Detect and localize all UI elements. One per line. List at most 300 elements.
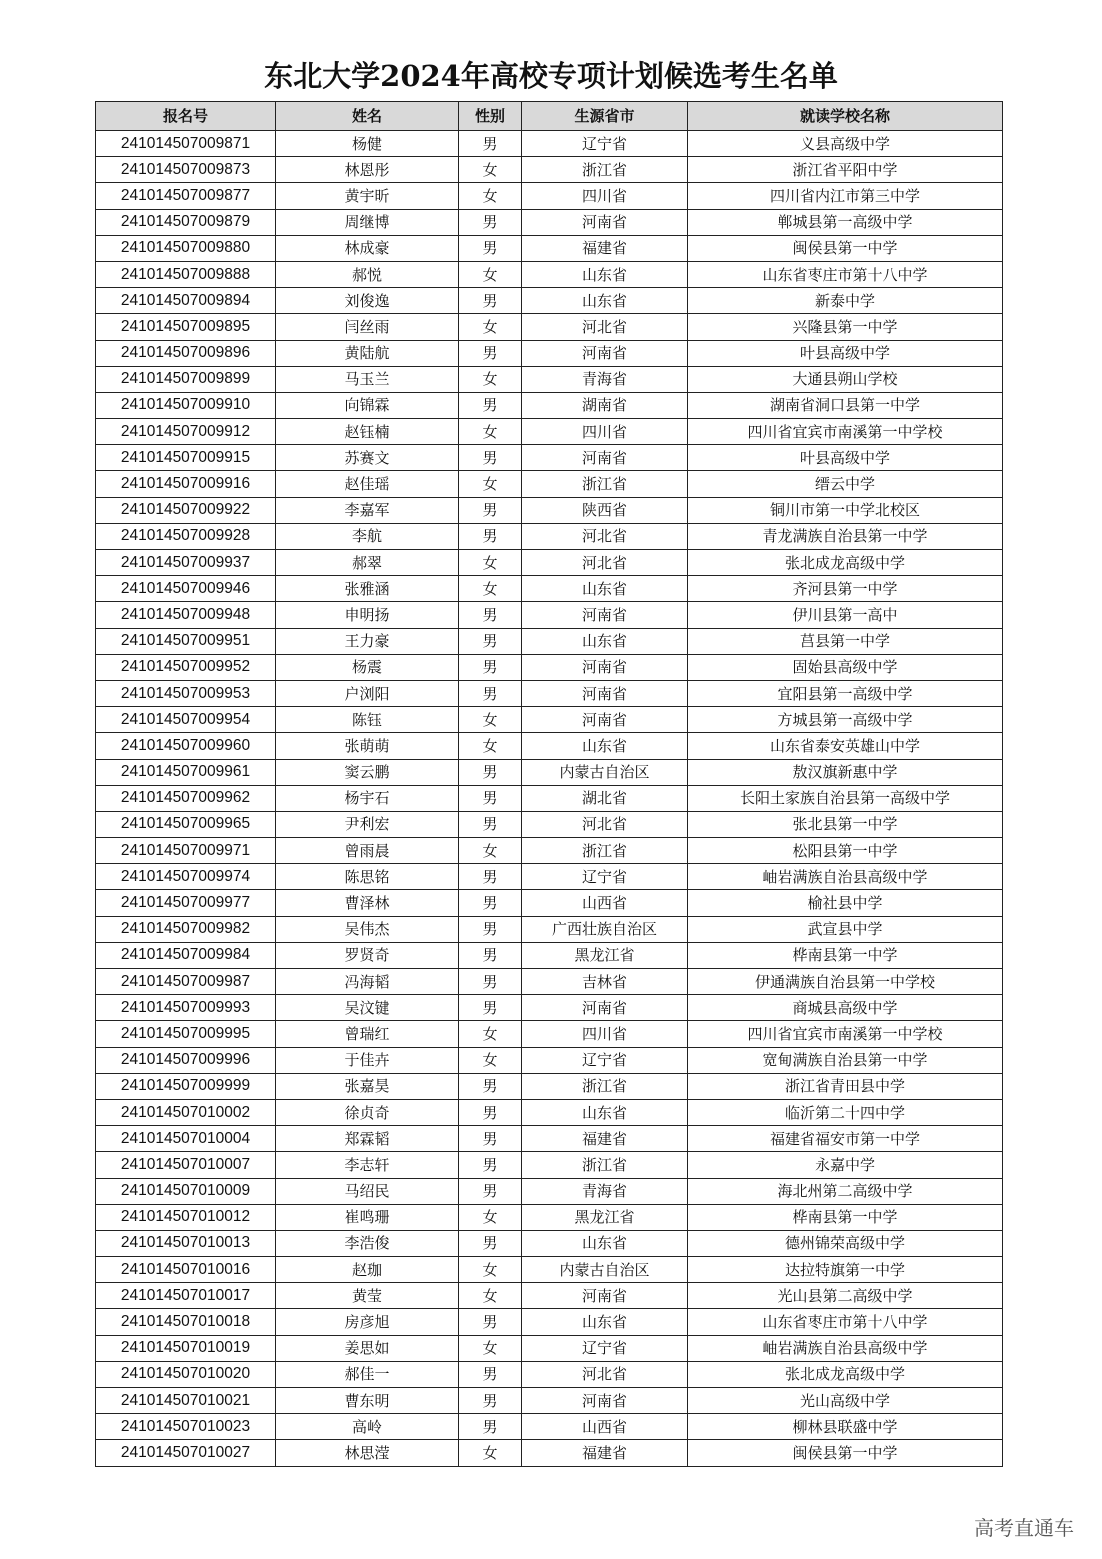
gender-cell: 男 bbox=[459, 785, 522, 811]
name-cell: 郝翠 bbox=[276, 550, 459, 576]
school-cell: 榆社县中学 bbox=[688, 890, 1003, 916]
gender-cell: 男 bbox=[459, 680, 522, 706]
registration-no-cell: 241014507010004 bbox=[96, 1126, 276, 1152]
table-row bbox=[96, 209, 1003, 235]
table-row bbox=[96, 838, 1003, 864]
table-row bbox=[96, 1230, 1003, 1256]
gender-cell: 女 bbox=[459, 1021, 522, 1047]
school-cell: 新泰中学 bbox=[688, 288, 1003, 314]
gender-cell: 女 bbox=[459, 157, 522, 183]
table-row bbox=[96, 1283, 1003, 1309]
province-cell: 河南省 bbox=[522, 340, 688, 366]
gender-cell: 女 bbox=[459, 1257, 522, 1283]
province-cell: 河南省 bbox=[522, 1388, 688, 1414]
school-cell: 齐河县第一中学 bbox=[688, 576, 1003, 602]
name-cell: 王力豪 bbox=[276, 628, 459, 654]
province-cell: 湖南省 bbox=[522, 392, 688, 418]
gender-cell: 男 bbox=[459, 445, 522, 471]
name-cell: 向锦霖 bbox=[276, 392, 459, 418]
school-cell: 郸城县第一高级中学 bbox=[688, 209, 1003, 235]
registration-no-cell: 241014507010021 bbox=[96, 1388, 276, 1414]
table-row bbox=[96, 1335, 1003, 1361]
table-row bbox=[96, 1361, 1003, 1387]
school-cell: 义县高级中学 bbox=[688, 131, 1003, 157]
gender-cell: 女 bbox=[459, 366, 522, 392]
school-cell: 兴隆县第一中学 bbox=[688, 314, 1003, 340]
name-cell: 李浩俊 bbox=[276, 1230, 459, 1256]
table-row bbox=[96, 1388, 1003, 1414]
gender-cell: 男 bbox=[459, 288, 522, 314]
gender-cell: 女 bbox=[459, 419, 522, 445]
registration-no-cell: 241014507009888 bbox=[96, 261, 276, 287]
name-cell: 曾瑞红 bbox=[276, 1021, 459, 1047]
registration-no-cell: 241014507009894 bbox=[96, 288, 276, 314]
gender-cell: 男 bbox=[459, 628, 522, 654]
gender-cell: 男 bbox=[459, 1152, 522, 1178]
province-cell: 河南省 bbox=[522, 1283, 688, 1309]
table-row bbox=[96, 235, 1003, 261]
province-cell: 河南省 bbox=[522, 707, 688, 733]
registration-no-cell: 241014507009952 bbox=[96, 654, 276, 680]
province-cell: 山东省 bbox=[522, 288, 688, 314]
name-cell: 罗贤奇 bbox=[276, 942, 459, 968]
province-cell: 内蒙古自治区 bbox=[522, 759, 688, 785]
name-cell: 陈钰 bbox=[276, 707, 459, 733]
table-row bbox=[96, 811, 1003, 837]
table-row bbox=[96, 602, 1003, 628]
school-cell: 浙江省青田县中学 bbox=[688, 1073, 1003, 1099]
table-row bbox=[96, 654, 1003, 680]
province-cell: 山东省 bbox=[522, 1230, 688, 1256]
school-cell: 四川省宜宾市南溪第一中学校 bbox=[688, 419, 1003, 445]
gender-cell: 男 bbox=[459, 1309, 522, 1335]
table-row bbox=[96, 314, 1003, 340]
name-cell: 曾雨晨 bbox=[276, 838, 459, 864]
registration-no-cell: 241014507009960 bbox=[96, 733, 276, 759]
province-cell: 河北省 bbox=[522, 550, 688, 576]
name-cell: 林恩彤 bbox=[276, 157, 459, 183]
school-cell: 海北州第二高级中学 bbox=[688, 1178, 1003, 1204]
table-row bbox=[96, 550, 1003, 576]
name-cell: 郑霖韬 bbox=[276, 1126, 459, 1152]
name-cell: 郝佳一 bbox=[276, 1361, 459, 1387]
province-cell: 浙江省 bbox=[522, 471, 688, 497]
column-header-name: 姓名 bbox=[276, 102, 459, 131]
registration-no-cell: 241014507009995 bbox=[96, 1021, 276, 1047]
registration-no-cell: 241014507010007 bbox=[96, 1152, 276, 1178]
school-cell: 山东省枣庄市第十八中学 bbox=[688, 1309, 1003, 1335]
province-cell: 广西壮族自治区 bbox=[522, 916, 688, 942]
gender-cell: 男 bbox=[459, 864, 522, 890]
school-cell: 德州锦荣高级中学 bbox=[688, 1230, 1003, 1256]
gender-cell: 男 bbox=[459, 1388, 522, 1414]
table-row bbox=[96, 759, 1003, 785]
school-cell: 敖汉旗新惠中学 bbox=[688, 759, 1003, 785]
column-header-registration-no: 报名号 bbox=[96, 102, 276, 131]
school-cell: 固始县高级中学 bbox=[688, 654, 1003, 680]
registration-no-cell: 241014507009977 bbox=[96, 890, 276, 916]
school-cell: 青龙满族自治县第一中学 bbox=[688, 523, 1003, 549]
name-cell: 刘俊逸 bbox=[276, 288, 459, 314]
school-cell: 张北县第一中学 bbox=[688, 811, 1003, 837]
name-cell: 尹利宏 bbox=[276, 811, 459, 837]
column-header-school: 就读学校名称 bbox=[688, 102, 1003, 131]
table-row bbox=[96, 576, 1003, 602]
table-row bbox=[96, 419, 1003, 445]
table-row bbox=[96, 366, 1003, 392]
registration-no-cell: 241014507009873 bbox=[96, 157, 276, 183]
name-cell: 杨震 bbox=[276, 654, 459, 680]
gender-cell: 男 bbox=[459, 131, 522, 157]
table-row bbox=[96, 785, 1003, 811]
province-cell: 陕西省 bbox=[522, 497, 688, 523]
school-cell: 伊通满族自治县第一中学校 bbox=[688, 969, 1003, 995]
registration-no-cell: 241014507009974 bbox=[96, 864, 276, 890]
table-row bbox=[96, 1414, 1003, 1440]
school-cell: 山东省枣庄市第十八中学 bbox=[688, 261, 1003, 287]
registration-no-cell: 241014507010023 bbox=[96, 1414, 276, 1440]
province-cell: 福建省 bbox=[522, 1440, 688, 1466]
gender-cell: 男 bbox=[459, 602, 522, 628]
province-cell: 黑龙江省 bbox=[522, 942, 688, 968]
registration-no-cell: 241014507009987 bbox=[96, 969, 276, 995]
name-cell: 高岭 bbox=[276, 1414, 459, 1440]
name-cell: 杨健 bbox=[276, 131, 459, 157]
school-cell: 桦南县第一中学 bbox=[688, 942, 1003, 968]
province-cell: 河南省 bbox=[522, 995, 688, 1021]
registration-no-cell: 241014507009895 bbox=[96, 314, 276, 340]
table-row bbox=[96, 340, 1003, 366]
registration-no-cell: 241014507009953 bbox=[96, 680, 276, 706]
name-cell: 窦云鹏 bbox=[276, 759, 459, 785]
name-cell: 马绍民 bbox=[276, 1178, 459, 1204]
name-cell: 赵珈 bbox=[276, 1257, 459, 1283]
school-cell: 四川省宜宾市南溪第一中学校 bbox=[688, 1021, 1003, 1047]
table-row bbox=[96, 707, 1003, 733]
gender-cell: 男 bbox=[459, 340, 522, 366]
name-cell: 闫丝雨 bbox=[276, 314, 459, 340]
registration-no-cell: 241014507010020 bbox=[96, 1361, 276, 1387]
registration-no-cell: 241014507009912 bbox=[96, 419, 276, 445]
table-row bbox=[96, 1126, 1003, 1152]
name-cell: 曹东明 bbox=[276, 1388, 459, 1414]
province-cell: 山东省 bbox=[522, 733, 688, 759]
school-cell: 武宣县中学 bbox=[688, 916, 1003, 942]
gender-cell: 女 bbox=[459, 183, 522, 209]
school-cell: 张北成龙高级中学 bbox=[688, 550, 1003, 576]
province-cell: 吉林省 bbox=[522, 969, 688, 995]
name-cell: 黄陆航 bbox=[276, 340, 459, 366]
gender-cell: 男 bbox=[459, 523, 522, 549]
school-cell: 湖南省洞口县第一中学 bbox=[688, 392, 1003, 418]
school-cell: 闽侯县第一中学 bbox=[688, 235, 1003, 261]
name-cell: 周继博 bbox=[276, 209, 459, 235]
table-row bbox=[96, 916, 1003, 942]
gender-cell: 男 bbox=[459, 759, 522, 785]
gender-cell: 男 bbox=[459, 942, 522, 968]
registration-no-cell: 241014507010019 bbox=[96, 1335, 276, 1361]
name-cell: 徐贞奇 bbox=[276, 1099, 459, 1125]
gender-cell: 女 bbox=[459, 1047, 522, 1073]
school-cell: 叶县高级中学 bbox=[688, 445, 1003, 471]
column-header-gender: 性别 bbox=[459, 102, 522, 131]
table-row bbox=[96, 1099, 1003, 1125]
gender-cell: 女 bbox=[459, 261, 522, 287]
column-header-province: 生源省市 bbox=[522, 102, 688, 131]
gender-cell: 女 bbox=[459, 1440, 522, 1466]
registration-no-cell: 241014507010013 bbox=[96, 1230, 276, 1256]
table-row bbox=[96, 864, 1003, 890]
name-cell: 曹泽林 bbox=[276, 890, 459, 916]
school-cell: 达拉特旗第一中学 bbox=[688, 1257, 1003, 1283]
gender-cell: 男 bbox=[459, 1073, 522, 1099]
province-cell: 河南省 bbox=[522, 445, 688, 471]
province-cell: 青海省 bbox=[522, 1178, 688, 1204]
name-cell: 林成豪 bbox=[276, 235, 459, 261]
name-cell: 房彦旭 bbox=[276, 1309, 459, 1335]
school-cell: 岫岩满族自治县高级中学 bbox=[688, 1335, 1003, 1361]
province-cell: 河南省 bbox=[522, 680, 688, 706]
name-cell: 黄莹 bbox=[276, 1283, 459, 1309]
registration-no-cell: 241014507009999 bbox=[96, 1073, 276, 1099]
name-cell: 于佳卉 bbox=[276, 1047, 459, 1073]
name-cell: 张雅涵 bbox=[276, 576, 459, 602]
table-row bbox=[96, 471, 1003, 497]
school-cell: 松阳县第一中学 bbox=[688, 838, 1003, 864]
province-cell: 四川省 bbox=[522, 1021, 688, 1047]
registration-no-cell: 241014507009879 bbox=[96, 209, 276, 235]
school-cell: 岫岩满族自治县高级中学 bbox=[688, 864, 1003, 890]
school-cell: 永嘉中学 bbox=[688, 1152, 1003, 1178]
table-row bbox=[96, 1073, 1003, 1099]
registration-no-cell: 241014507009877 bbox=[96, 183, 276, 209]
school-cell: 大通县朔山学校 bbox=[688, 366, 1003, 392]
name-cell: 张萌萌 bbox=[276, 733, 459, 759]
province-cell: 四川省 bbox=[522, 183, 688, 209]
school-cell: 福建省福安市第一中学 bbox=[688, 1126, 1003, 1152]
table-row bbox=[96, 183, 1003, 209]
table-row bbox=[96, 157, 1003, 183]
school-cell: 张北成龙高级中学 bbox=[688, 1361, 1003, 1387]
name-cell: 申明扬 bbox=[276, 602, 459, 628]
gender-cell: 女 bbox=[459, 1283, 522, 1309]
gender-cell: 女 bbox=[459, 707, 522, 733]
name-cell: 郝悦 bbox=[276, 261, 459, 287]
province-cell: 山东省 bbox=[522, 1309, 688, 1335]
registration-no-cell: 241014507009937 bbox=[96, 550, 276, 576]
name-cell: 黄宇昕 bbox=[276, 183, 459, 209]
school-cell: 柳林县联盛中学 bbox=[688, 1414, 1003, 1440]
school-cell: 宜阳县第一高级中学 bbox=[688, 680, 1003, 706]
province-cell: 河北省 bbox=[522, 523, 688, 549]
gender-cell: 男 bbox=[459, 235, 522, 261]
registration-no-cell: 241014507009962 bbox=[96, 785, 276, 811]
registration-no-cell: 241014507009946 bbox=[96, 576, 276, 602]
registration-no-cell: 241014507009954 bbox=[96, 707, 276, 733]
registration-no-cell: 241014507009948 bbox=[96, 602, 276, 628]
province-cell: 辽宁省 bbox=[522, 864, 688, 890]
name-cell: 冯海韬 bbox=[276, 969, 459, 995]
school-cell: 四川省内江市第三中学 bbox=[688, 183, 1003, 209]
table-row bbox=[96, 523, 1003, 549]
province-cell: 福建省 bbox=[522, 1126, 688, 1152]
gender-cell: 男 bbox=[459, 969, 522, 995]
gender-cell: 男 bbox=[459, 654, 522, 680]
name-cell: 林思滢 bbox=[276, 1440, 459, 1466]
name-cell: 李航 bbox=[276, 523, 459, 549]
registration-no-cell: 241014507009916 bbox=[96, 471, 276, 497]
province-cell: 山东省 bbox=[522, 628, 688, 654]
province-cell: 内蒙古自治区 bbox=[522, 1257, 688, 1283]
school-cell: 光山高级中学 bbox=[688, 1388, 1003, 1414]
table-row bbox=[96, 628, 1003, 654]
name-cell: 赵钰楠 bbox=[276, 419, 459, 445]
name-cell: 姜思如 bbox=[276, 1335, 459, 1361]
name-cell: 马玉兰 bbox=[276, 366, 459, 392]
registration-no-cell: 241014507009910 bbox=[96, 392, 276, 418]
registration-no-cell: 241014507009961 bbox=[96, 759, 276, 785]
registration-no-cell: 241014507010017 bbox=[96, 1283, 276, 1309]
gender-cell: 女 bbox=[459, 733, 522, 759]
table-row bbox=[96, 131, 1003, 157]
table-row bbox=[96, 1178, 1003, 1204]
province-cell: 福建省 bbox=[522, 235, 688, 261]
gender-cell: 男 bbox=[459, 1126, 522, 1152]
school-cell: 长阳土家族自治县第一高级中学 bbox=[688, 785, 1003, 811]
registration-no-cell: 241014507010012 bbox=[96, 1204, 276, 1230]
registration-no-cell: 241014507009899 bbox=[96, 366, 276, 392]
province-cell: 河南省 bbox=[522, 654, 688, 680]
province-cell: 辽宁省 bbox=[522, 131, 688, 157]
name-cell: 吴汶键 bbox=[276, 995, 459, 1021]
table-row bbox=[96, 1309, 1003, 1335]
table-row bbox=[96, 445, 1003, 471]
school-cell: 光山县第二高级中学 bbox=[688, 1283, 1003, 1309]
table-row bbox=[96, 497, 1003, 523]
candidate-table bbox=[95, 101, 1003, 1467]
province-cell: 四川省 bbox=[522, 419, 688, 445]
gender-cell: 女 bbox=[459, 471, 522, 497]
table-row bbox=[96, 1021, 1003, 1047]
gender-cell: 男 bbox=[459, 1361, 522, 1387]
registration-no-cell: 241014507009928 bbox=[96, 523, 276, 549]
province-cell: 浙江省 bbox=[522, 838, 688, 864]
school-cell: 商城县高级中学 bbox=[688, 995, 1003, 1021]
province-cell: 青海省 bbox=[522, 366, 688, 392]
table-row bbox=[96, 969, 1003, 995]
name-cell: 李志轩 bbox=[276, 1152, 459, 1178]
registration-no-cell: 241014507010002 bbox=[96, 1099, 276, 1125]
table-row bbox=[96, 733, 1003, 759]
gender-cell: 男 bbox=[459, 1099, 522, 1125]
gender-cell: 男 bbox=[459, 1414, 522, 1440]
table-row bbox=[96, 942, 1003, 968]
table-row bbox=[96, 1047, 1003, 1073]
province-cell: 河北省 bbox=[522, 314, 688, 340]
registration-no-cell: 241014507009982 bbox=[96, 916, 276, 942]
table-row bbox=[96, 890, 1003, 916]
school-cell: 山东省泰安英雄山中学 bbox=[688, 733, 1003, 759]
table-body bbox=[96, 131, 1003, 1467]
registration-no-cell: 241014507009951 bbox=[96, 628, 276, 654]
name-cell: 吴伟杰 bbox=[276, 916, 459, 942]
province-cell: 河南省 bbox=[522, 209, 688, 235]
gender-cell: 男 bbox=[459, 995, 522, 1021]
registration-no-cell: 241014507010016 bbox=[96, 1257, 276, 1283]
name-cell: 苏赛文 bbox=[276, 445, 459, 471]
registration-no-cell: 241014507010018 bbox=[96, 1309, 276, 1335]
province-cell: 山西省 bbox=[522, 1414, 688, 1440]
province-cell: 湖北省 bbox=[522, 785, 688, 811]
gender-cell: 女 bbox=[459, 1335, 522, 1361]
registration-no-cell: 241014507009880 bbox=[96, 235, 276, 261]
province-cell: 山东省 bbox=[522, 261, 688, 287]
gender-cell: 女 bbox=[459, 314, 522, 340]
table-row bbox=[96, 1204, 1003, 1230]
gender-cell: 男 bbox=[459, 1178, 522, 1204]
registration-no-cell: 241014507010009 bbox=[96, 1178, 276, 1204]
name-cell: 崔鸣珊 bbox=[276, 1204, 459, 1230]
school-cell: 缙云中学 bbox=[688, 471, 1003, 497]
table-row bbox=[96, 680, 1003, 706]
gender-cell: 女 bbox=[459, 1204, 522, 1230]
province-cell: 辽宁省 bbox=[522, 1047, 688, 1073]
gender-cell: 男 bbox=[459, 497, 522, 523]
registration-no-cell: 241014507009965 bbox=[96, 811, 276, 837]
province-cell: 河南省 bbox=[522, 602, 688, 628]
gender-cell: 男 bbox=[459, 916, 522, 942]
table-header-row bbox=[96, 102, 1003, 131]
school-cell: 莒县第一中学 bbox=[688, 628, 1003, 654]
school-cell: 浙江省平阳中学 bbox=[688, 157, 1003, 183]
gender-cell: 女 bbox=[459, 576, 522, 602]
school-cell: 方城县第一高级中学 bbox=[688, 707, 1003, 733]
registration-no-cell: 241014507009971 bbox=[96, 838, 276, 864]
province-cell: 山东省 bbox=[522, 1099, 688, 1125]
name-cell: 户浏阳 bbox=[276, 680, 459, 706]
name-cell: 陈思铭 bbox=[276, 864, 459, 890]
name-cell: 张嘉昊 bbox=[276, 1073, 459, 1099]
registration-no-cell: 241014507009984 bbox=[96, 942, 276, 968]
registration-no-cell: 241014507010027 bbox=[96, 1440, 276, 1466]
registration-no-cell: 241014507009915 bbox=[96, 445, 276, 471]
school-cell: 闽侯县第一中学 bbox=[688, 1440, 1003, 1466]
province-cell: 河北省 bbox=[522, 1361, 688, 1387]
gender-cell: 女 bbox=[459, 838, 522, 864]
table-row bbox=[96, 1152, 1003, 1178]
gender-cell: 男 bbox=[459, 890, 522, 916]
registration-no-cell: 241014507009896 bbox=[96, 340, 276, 366]
watermark: 高考直通车 bbox=[974, 1516, 1074, 1540]
table-row bbox=[96, 392, 1003, 418]
province-cell: 山西省 bbox=[522, 890, 688, 916]
school-cell: 伊川县第一高中 bbox=[688, 602, 1003, 628]
gender-cell: 女 bbox=[459, 550, 522, 576]
school-cell: 叶县高级中学 bbox=[688, 340, 1003, 366]
province-cell: 河北省 bbox=[522, 811, 688, 837]
province-cell: 浙江省 bbox=[522, 1152, 688, 1178]
province-cell: 浙江省 bbox=[522, 1073, 688, 1099]
table-row bbox=[96, 288, 1003, 314]
registration-no-cell: 241014507009996 bbox=[96, 1047, 276, 1073]
name-cell: 杨宇石 bbox=[276, 785, 459, 811]
registration-no-cell: 241014507009871 bbox=[96, 131, 276, 157]
table-row bbox=[96, 261, 1003, 287]
province-cell: 辽宁省 bbox=[522, 1335, 688, 1361]
table-row bbox=[96, 995, 1003, 1021]
table-row bbox=[96, 1440, 1003, 1466]
school-cell: 铜川市第一中学北校区 bbox=[688, 497, 1003, 523]
